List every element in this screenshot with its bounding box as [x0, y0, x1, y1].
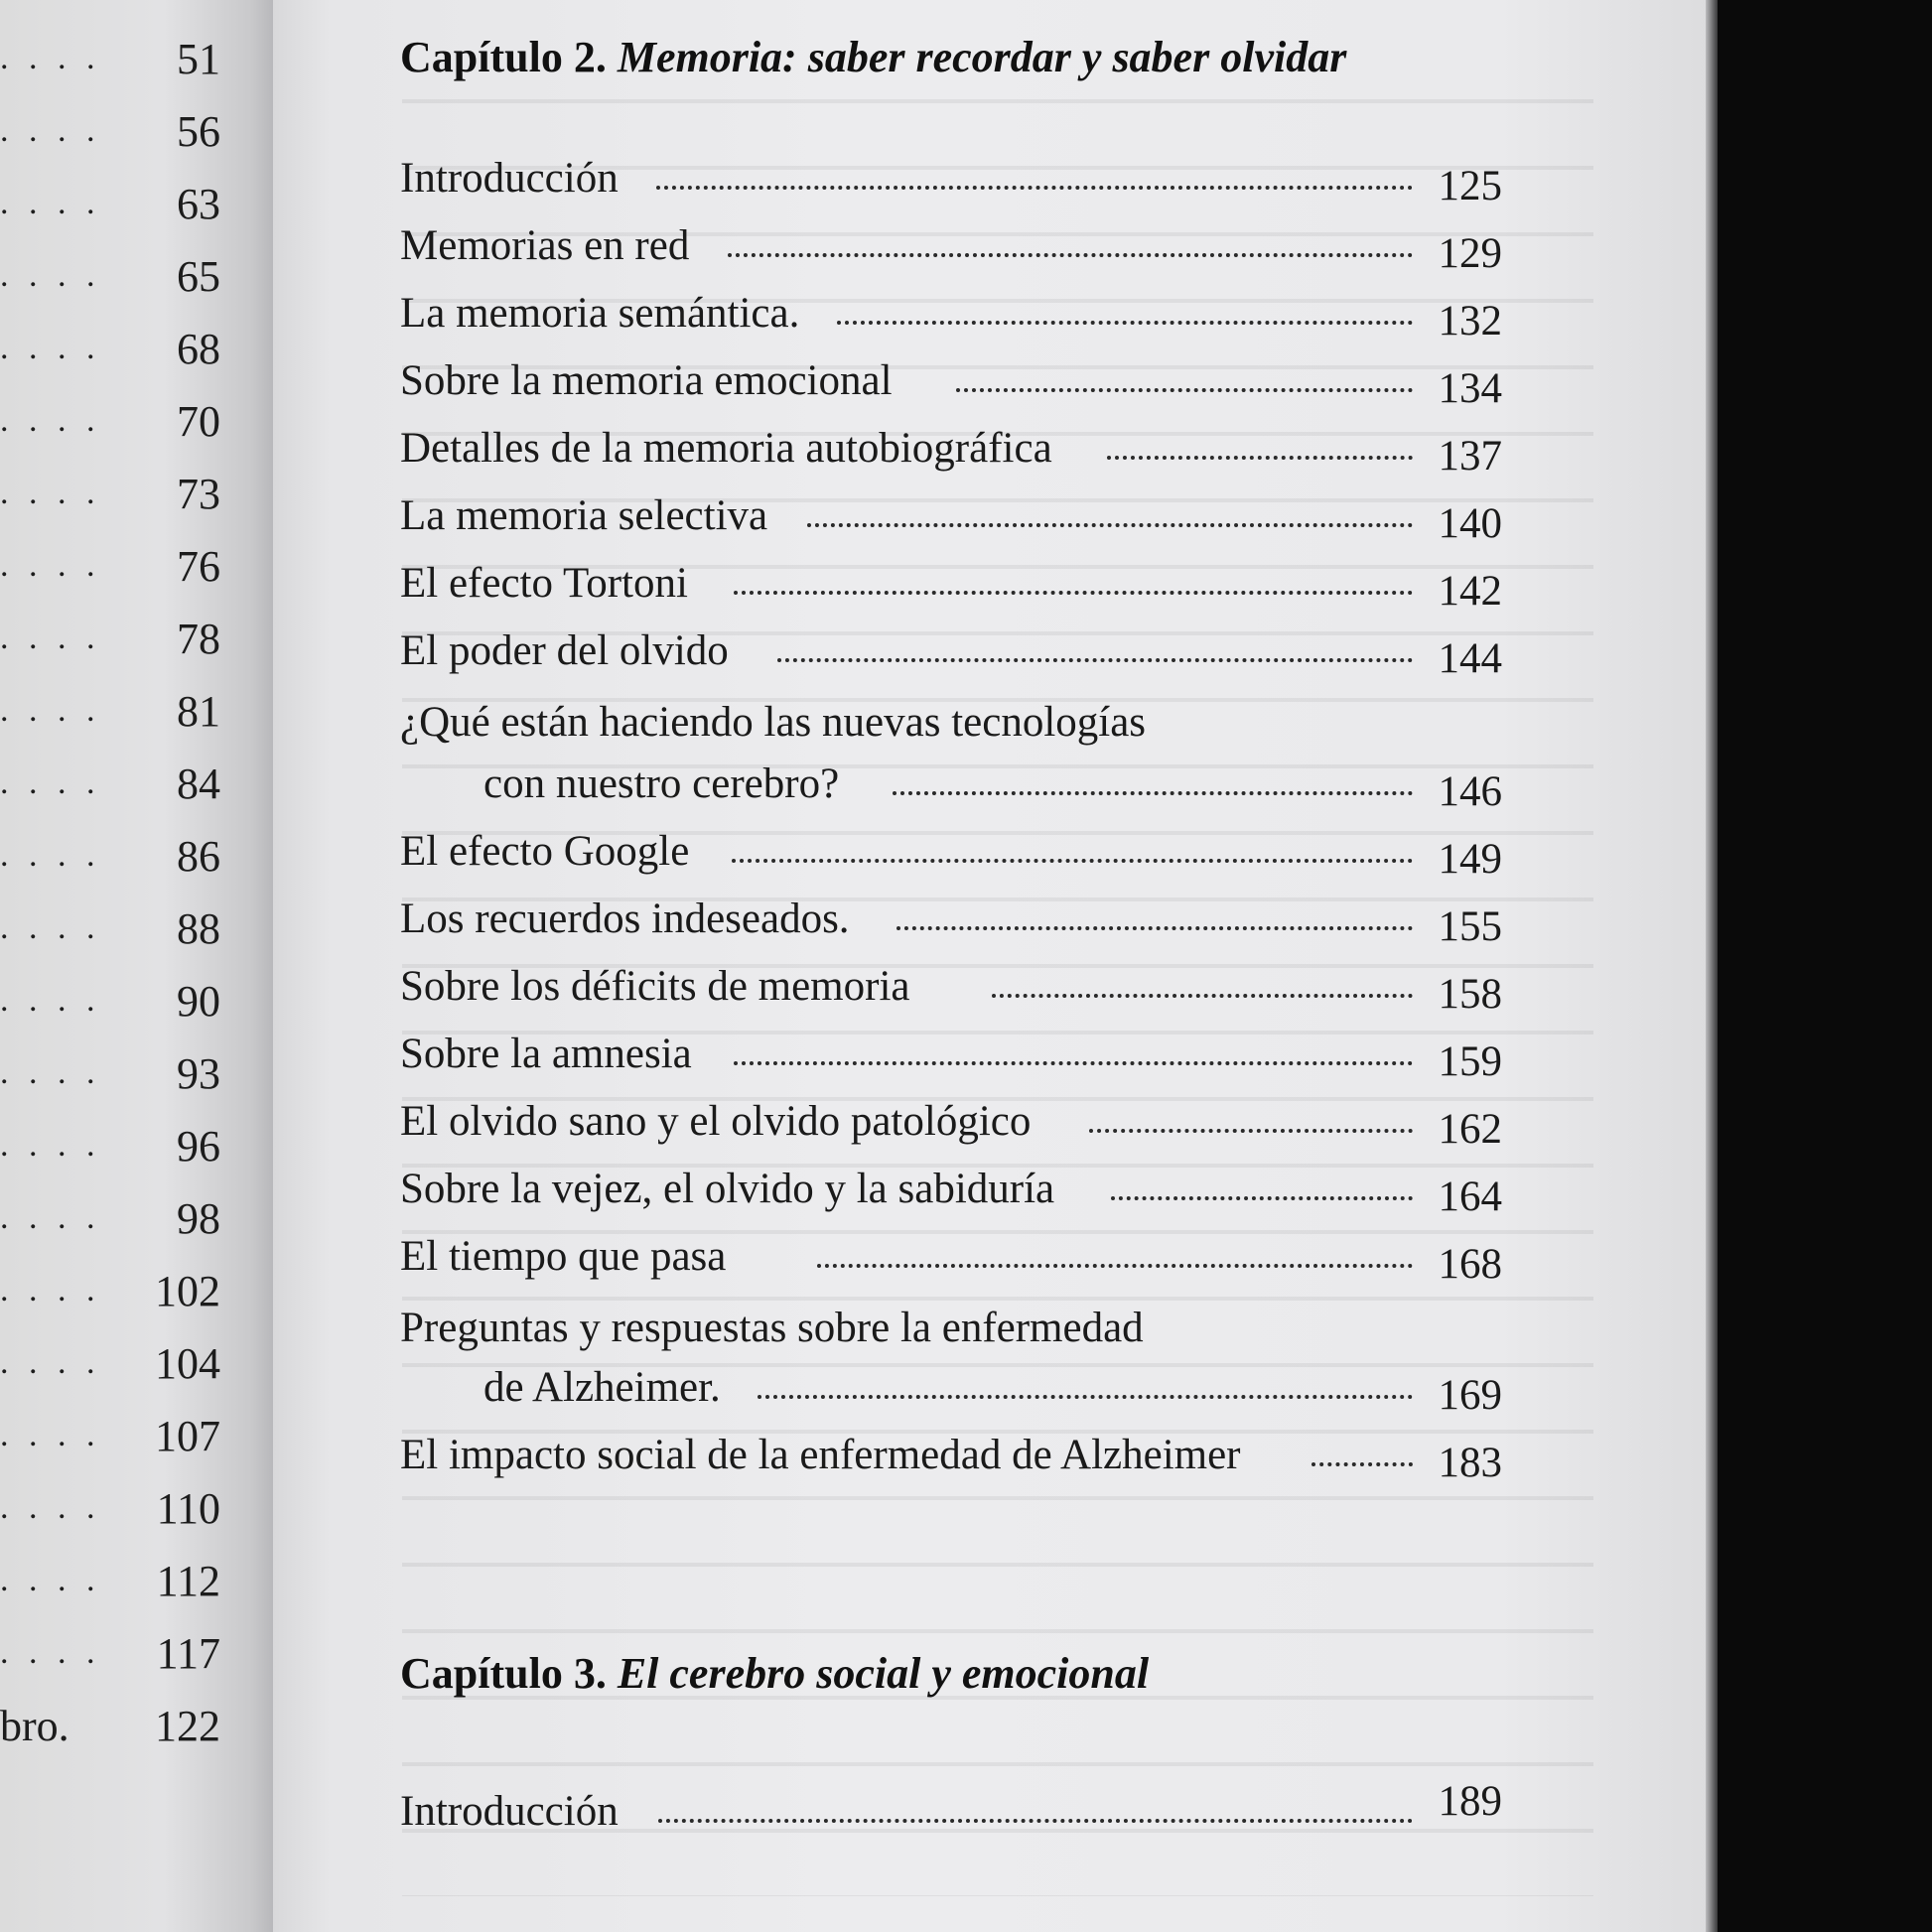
left-page	[0, 0, 273, 1932]
chapter-heading	[400, 1648, 1149, 1699]
toc-page-number: 142	[1438, 568, 1502, 615]
left-toc-row	[0, 977, 220, 1032]
left-page-number: 104	[155, 1339, 220, 1388]
left-page-number: 73	[177, 470, 220, 518]
toc-page-number: 162	[1438, 1106, 1502, 1153]
toc-leader-dots	[758, 1375, 1413, 1399]
left-page-number: 93	[177, 1049, 220, 1098]
toc-leader-dots	[1089, 1109, 1413, 1133]
left-page-number: 112	[156, 1557, 220, 1605]
left-toc-row	[0, 252, 220, 307]
left-toc-row	[0, 470, 220, 524]
toc-leader-dots	[1107, 436, 1413, 460]
left-page-number: 84	[177, 759, 220, 808]
left-dots: . . . .	[0, 1489, 101, 1526]
toc-page-number: 158	[1438, 971, 1502, 1018]
toc-entry-title: La memoria selectiva	[400, 492, 768, 539]
toc-row	[400, 1363, 1502, 1419]
left-dots: . . . .	[0, 185, 101, 221]
toc-entry-continuation: con nuestro cerebro?	[483, 760, 840, 807]
toc-entry-title: ¿Qué están haciendo las nuevas tecnologías	[400, 699, 1147, 746]
chapter-title: Memoria: saber recordar y saber olvidar	[617, 33, 1347, 81]
left-dots: . . . .	[0, 547, 101, 584]
toc-page-number: 132	[1438, 298, 1502, 345]
toc-row	[400, 424, 1502, 480]
left-dots: . . . .	[0, 257, 101, 294]
left-page-number: 81	[177, 687, 220, 736]
left-page-number: 110	[156, 1484, 220, 1533]
left-dots: . . . .	[0, 909, 101, 946]
left-page-number: 65	[177, 252, 220, 301]
left-toc-row	[0, 687, 220, 742]
toc-page-number: 183	[1438, 1440, 1502, 1486]
left-dots: . . . .	[0, 620, 101, 656]
chapter-heading	[400, 32, 1346, 82]
toc-row	[400, 698, 1502, 754]
chapter-label: Capítulo 3.	[400, 1649, 607, 1698]
left-toc-row	[0, 180, 220, 234]
left-toc-row	[0, 1122, 220, 1176]
left-dots: . . . .	[0, 1634, 101, 1671]
toc-row	[400, 1431, 1502, 1486]
toc-leader-dots	[658, 1799, 1413, 1823]
toc-leader-dots	[734, 571, 1413, 595]
toc-row	[400, 491, 1502, 547]
toc-row	[400, 1304, 1502, 1359]
toc-entry-continuation: de Alzheimer.	[483, 1364, 721, 1411]
toc-row	[400, 356, 1502, 412]
toc-leader-dots	[734, 1041, 1413, 1065]
toc-page-number: 129	[1438, 230, 1502, 277]
toc-row	[400, 1097, 1502, 1153]
toc-entry-title: El tiempo que pasa	[400, 1233, 727, 1280]
right-page	[273, 0, 1713, 1932]
toc-entry-title: Introducción	[400, 1788, 619, 1835]
page-edge	[1706, 0, 1718, 1932]
left-page-number: 56	[177, 107, 220, 156]
left-page-number: 107	[155, 1412, 220, 1460]
left-dots: . . . .	[0, 982, 101, 1019]
left-page-number: 122	[155, 1702, 220, 1750]
left-dots: . . . .	[0, 1562, 101, 1598]
left-page-number: 117	[156, 1629, 220, 1678]
left-toc-row	[0, 1702, 220, 1756]
left-toc-row	[0, 832, 220, 887]
left-toc-row	[0, 542, 220, 597]
toc-entry-title: Sobre la amnesia	[400, 1031, 692, 1077]
toc-row	[400, 154, 1502, 209]
toc-leader-dots	[1111, 1176, 1413, 1200]
toc-page-number: 125	[1438, 163, 1502, 209]
toc-leader-dots	[837, 301, 1413, 325]
left-toc-row	[0, 1629, 220, 1684]
toc-page-number: 140	[1438, 500, 1502, 547]
toc-leader-dots	[732, 839, 1413, 863]
left-dots: . . . .	[0, 1127, 101, 1164]
left-toc-row	[0, 1267, 220, 1321]
left-dots: . . . .	[0, 475, 101, 511]
toc-row	[400, 827, 1502, 883]
toc-entry-title: Sobre los déficits de memoria	[400, 963, 910, 1010]
toc-page-number: 134	[1438, 365, 1502, 412]
left-dots: . . . .	[0, 1344, 101, 1381]
left-dots: . . . .	[0, 1417, 101, 1453]
toc-entry-title: El olvido sano y el olvido patológico	[400, 1098, 1032, 1145]
left-page-number: 51	[177, 35, 220, 83]
left-dots: . . . .	[0, 1054, 101, 1091]
left-page-number: 96	[177, 1122, 220, 1171]
toc-leader-dots	[728, 233, 1413, 257]
toc-row	[400, 759, 1502, 815]
left-toc-row	[0, 759, 220, 814]
toc-leader-dots	[992, 974, 1413, 998]
left-toc-row	[0, 1412, 220, 1466]
toc-entry-title: El efecto Google	[400, 828, 690, 875]
left-dots: . . . .	[0, 40, 101, 76]
left-toc-row	[0, 1557, 220, 1611]
left-page-number: 70	[177, 397, 220, 446]
left-page-number: 98	[177, 1194, 220, 1243]
left-page-number: 68	[177, 325, 220, 373]
left-page-number: 78	[177, 615, 220, 663]
left-toc-row	[0, 325, 220, 379]
left-toc-row	[0, 1484, 220, 1539]
toc-row	[400, 1030, 1502, 1085]
left-dots: . . . .	[0, 1199, 101, 1236]
toc-leader-dots	[897, 906, 1413, 930]
toc-row	[400, 1778, 1502, 1843]
toc-row	[400, 1232, 1502, 1288]
toc-leader-dots	[1311, 1443, 1413, 1466]
left-fragment: bro.	[0, 1702, 69, 1750]
toc-leader-dots	[893, 771, 1413, 795]
toc-entry-title: El poder del olvido	[400, 627, 729, 674]
left-toc-row	[0, 397, 220, 452]
left-toc-row	[0, 35, 220, 89]
toc-row	[400, 221, 1502, 277]
toc-page-number: 169	[1438, 1372, 1502, 1419]
left-toc-row	[0, 107, 220, 162]
left-toc-row	[0, 1339, 220, 1394]
toc-row	[400, 895, 1502, 950]
toc-entry-title: El impacto social de la enfermedad de Alzheimer	[400, 1432, 1241, 1478]
left-page-number: 86	[177, 832, 220, 881]
toc-entry-title: El efecto Tortoni	[400, 560, 688, 607]
toc-leader-dots	[956, 368, 1413, 392]
left-dots: . . . .	[0, 692, 101, 729]
toc-entry-title: Memorias en red	[400, 222, 690, 269]
left-dots: . . . .	[0, 1272, 101, 1309]
left-toc-row	[0, 1194, 220, 1249]
left-dots: . . . .	[0, 837, 101, 874]
chapter-title: El cerebro social y emocional	[617, 1649, 1150, 1698]
toc-page-number: 155	[1438, 903, 1502, 950]
left-dots: . . . .	[0, 764, 101, 801]
toc-leader-dots	[656, 166, 1413, 190]
toc-page-number: 137	[1438, 433, 1502, 480]
left-page-number: 102	[155, 1267, 220, 1315]
chapter-label: Capítulo 2.	[400, 33, 607, 81]
toc-page-number: 149	[1438, 836, 1502, 883]
toc-leader-dots	[777, 638, 1413, 662]
toc-row	[400, 626, 1502, 682]
toc-entry-title: Introducción	[400, 155, 619, 202]
left-toc-row	[0, 1049, 220, 1104]
toc-leader-dots	[817, 1244, 1413, 1268]
toc-page-number: 146	[1438, 768, 1502, 815]
toc-row	[400, 962, 1502, 1018]
left-page-number: 63	[177, 180, 220, 228]
toc-entry-title: Sobre la vejez, el olvido y la sabiduría	[400, 1166, 1055, 1212]
left-toc-row	[0, 615, 220, 669]
toc-page-number: 189	[1438, 1778, 1502, 1825]
toc-row	[400, 1165, 1502, 1220]
left-page-number: 76	[177, 542, 220, 591]
toc-page-number: 144	[1438, 635, 1502, 682]
left-dots: . . . .	[0, 112, 101, 149]
toc-entry-title: Los recuerdos indeseados.	[400, 896, 850, 942]
toc-page-number: 159	[1438, 1038, 1502, 1085]
left-page-number: 88	[177, 904, 220, 953]
toc-leader-dots	[807, 503, 1413, 527]
left-toc-row	[0, 904, 220, 959]
toc-row	[400, 559, 1502, 615]
toc-entry-title: Detalles de la memoria autobiográfica	[400, 425, 1052, 472]
toc-row	[400, 289, 1502, 345]
toc-entry-title: La memoria semántica.	[400, 290, 800, 337]
left-dots: . . . .	[0, 330, 101, 366]
left-dots: . . . .	[0, 402, 101, 439]
toc-entry-title: Sobre la memoria emocional	[400, 357, 893, 404]
toc-page-number: 168	[1438, 1241, 1502, 1288]
toc-entry-title: Preguntas y respuestas sobre la enfermedad	[400, 1305, 1144, 1351]
toc-page-number: 164	[1438, 1173, 1502, 1220]
left-page-number: 90	[177, 977, 220, 1026]
